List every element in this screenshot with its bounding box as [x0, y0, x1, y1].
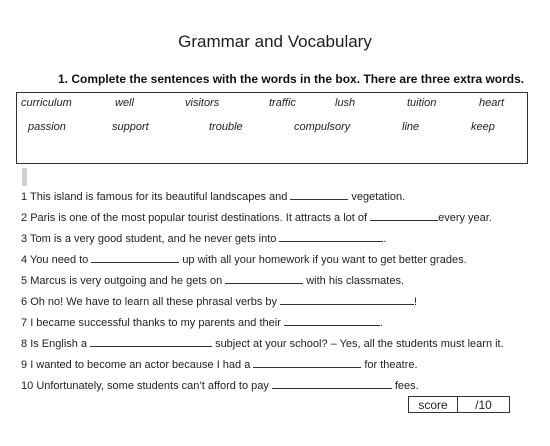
word-tuition: tuition — [407, 97, 437, 109]
sentence-text-before: You need to — [29, 254, 89, 266]
answer-blank-3[interactable] — [279, 230, 383, 242]
sentence-number: 8 — [21, 338, 28, 350]
answer-blank-1[interactable] — [290, 188, 348, 200]
answer-blank-4[interactable] — [91, 251, 179, 263]
score-total[interactable]: /10 — [475, 397, 492, 412]
answer-blank-6[interactable] — [280, 293, 414, 305]
answer-blank-8[interactable] — [90, 335, 212, 347]
answer-blank-9[interactable] — [253, 356, 361, 368]
sentence-text-after: for theatre. — [364, 359, 418, 371]
sentence-6 — [21, 293, 417, 308]
sentence-text-before: Tom is a very good student, and he never gets into — [29, 233, 277, 245]
sentence-5 — [21, 272, 404, 287]
sentence-text-before: Marcus is very outgoing and he gets on — [30, 275, 223, 287]
sentence-text-before: I became successful thanks to my parents and their — [30, 317, 281, 329]
sentence-number: 4 — [21, 254, 28, 266]
sentence-9 — [21, 356, 418, 371]
exercise-instruction: 1. Complete the sentences with the words in the box. There are three extra words. — [58, 72, 525, 86]
sentence-7 — [21, 314, 383, 329]
text-caret-marker — [22, 168, 27, 186]
sentence-4 — [21, 251, 467, 266]
word-keep: keep — [471, 121, 495, 133]
sentence-3 — [21, 230, 386, 245]
word-support: support — [112, 121, 149, 133]
score-label: score — [409, 397, 458, 412]
sentence-number: 9 — [21, 359, 28, 371]
sentence-text-after: fees. — [394, 380, 419, 392]
sentence-text-after: with his classmates. — [306, 275, 405, 287]
sentence-10 — [21, 377, 419, 392]
word-box — [16, 92, 528, 164]
score-box — [408, 396, 510, 413]
sentence-number: 6 — [21, 296, 28, 308]
sentence-text-after: . — [379, 317, 383, 329]
word-line: line — [402, 121, 420, 133]
sentence-text-before: I wanted to become an actor because I had a — [30, 359, 251, 371]
word-passion: passion — [28, 121, 66, 133]
sentence-text-before: Paris is one of the most popular tourist destinations. It attracts a lot of — [30, 212, 368, 224]
sentence-text-before: Is English a — [30, 338, 88, 350]
word-compulsory: compulsory — [294, 121, 351, 133]
sentence-text-before: Oh no! We have to learn all these phrasal verbs by — [30, 296, 278, 308]
sentence-text-after: vegetation. — [351, 191, 406, 203]
word-trouble: trouble — [209, 121, 243, 133]
sentence-number: 7 — [21, 317, 28, 329]
answer-blank-10[interactable] — [272, 377, 392, 389]
sentence-8 — [21, 335, 504, 350]
word-visitors: visitors — [185, 97, 220, 109]
word-heart: heart — [479, 97, 505, 109]
sentence-text-after: subject at your school? – Yes, all the students must learn it. — [215, 338, 504, 350]
sentence-text-before: Unfortunately, some students can’t afford to pay — [36, 380, 269, 392]
sentence-number: 1 — [21, 191, 28, 203]
word-curriculum: curriculum — [21, 97, 72, 109]
answer-blank-7[interactable] — [284, 314, 380, 326]
sentence-2 — [21, 209, 492, 224]
page-title: Grammar and Vocabulary — [178, 32, 372, 51]
sentence-number: 2 — [21, 212, 28, 224]
sentence-number: 5 — [21, 275, 28, 287]
sentence-text-after: ! — [414, 296, 418, 308]
answer-blank-5[interactable] — [225, 272, 303, 284]
word-traffic: traffic — [269, 97, 296, 109]
sentence-text-after: . — [383, 233, 387, 245]
answer-blank-2[interactable] — [370, 209, 438, 221]
word-lush: lush — [335, 97, 356, 109]
sentence-text-after: up with all your homework if you want to get better grades. — [182, 254, 467, 266]
sentence-1 — [21, 188, 405, 203]
sentence-number: 3 — [21, 233, 28, 245]
word-well: well — [115, 97, 134, 109]
sentence-text-before: This island is famous for its beautiful landscapes and — [29, 191, 288, 203]
sentence-text-after: every year. — [438, 212, 492, 224]
sentence-number: 10 — [21, 380, 34, 392]
